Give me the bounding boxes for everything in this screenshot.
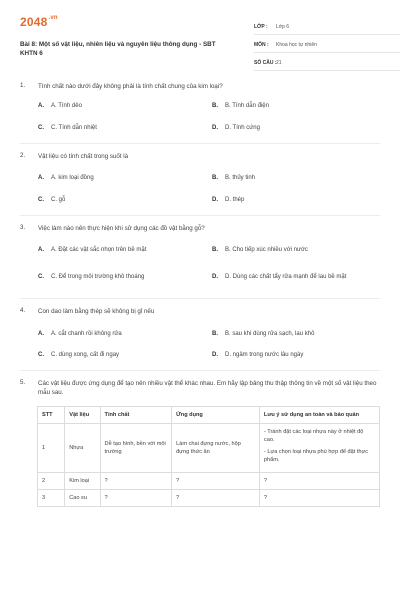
divider [20,215,380,216]
cell-safety: ? [259,490,379,507]
header-stt: STT [38,407,65,424]
question-1-text: Tính chất nào dưới đây không phải là tính chất chung của kim loại? [38,83,223,90]
divider [20,298,380,299]
header-safety: Lưu ý sử dụng an toàn và bảo quản [259,407,379,424]
grade-value: Lớp 6 [276,24,290,30]
count-value: 21 [276,60,282,66]
safety-note: - Lựa chọn loại nhựa phù hợp để đặt thực phẩm. [263,449,369,463]
lesson-title: Bài 8: Một số vật liệu, nhiên liệu và nguyên liệu thông dụng - SBT KHTN 6 [20,41,216,57]
header-property: Tính chất [100,407,172,424]
safety-note: - Tránh đặt các loại nhựa này ở nhiệt độ cao. [263,429,364,443]
question-3-text: Việc làm nào nên thực hiện khi sử dụng các đồ vật bằng gỗ? [38,225,205,232]
page: $2048^{.vn}$ Bài 8: Một số vật liệu, nhiên liệu và nguyên liệu thông dụng - SBT KHTN 6 LỚP : Lớp 6 MÔN : Khoa học tự nhiên SỐ CÂU : 21 1. Tính chất nào dưới đây không phải là tính chất chung của kim loại? A. A. Tính dẻo B. B. Tính dẫn điện C. C. Tính dẫn nhiệt D. D. Tính cứng 2. Vật liệu có tính chất trong suốt là A. A. kim loại đồng B. B. thủy tinh C. C. gỗ D. D. thép 3. Việc làm nào nên thực hiện khi sử dụng các đồ vật bằng gỗ? A. A. Đặt các vật sắc nhọn trên bề mặt B. B. Cho tiếp xúc nhiều với nước C. C. Để trong môi trường khô thoáng D. D. Dùng các chất tẩy rửa mạnh để lau bề mặt 4. Con dao làm bằng thép sẽ không bị gỉ nếu A. A. cắt chanh rồi không rửa B. B. sau khi dùng rửa sạch, lau khô C. C. dùng xong, cất đi ngay D. D. ngâm trong nước lâu ngày 5. Các vật liệu được ứng dụng để tạo nên nhiều vật thể khác nhau. Em hãy lập bảng thu thập thông tin về một số vật liệu theo mẫu sau. STT Vật liệu Tính chất Ứng dụng Lưu ý sử dụng an toàn và bảo quản 1 Nhựa Dễ tạo hình, bền với môi trường Làm chai đựng nước, hộp đựng thức ăn - Tránh đặt các loại nhựa này ở nhiệt độ cao. - Lựa chọn loại nhựa phù hợp để đặt thực phẩm. 2 Kim loại ? ? ? 3 Cao su ? ? ? [0,0,400,600]
header-use: Ứng dụng [172,407,260,424]
cell-stt: 1 [38,424,65,473]
cell-property: Dễ tạo hình, bền với môi trường [100,424,172,473]
question-3-number: 3. [20,224,26,231]
header [20,12,380,72]
meta-count: SỐ CÂU : 21 [254,56,400,71]
question-5-number: 5. [20,379,26,386]
question-2-number: 2. [20,152,26,159]
question-1-number: 1. [20,82,26,89]
cell-material: Nhựa [65,424,100,473]
header-material: Vật liệu [65,407,100,424]
meta-grade: LỚP : Lớp 6 [254,20,400,35]
cell-property: ? [100,473,172,490]
site-logo[interactable]: $2048^{.vn}$ [20,15,58,29]
subject-value: Khoa học tự nhiên [276,42,317,48]
divider [20,143,380,144]
cell-material: Cao su [65,490,100,507]
question-2-text: Vật liệu có tính chất trong suốt là [38,153,129,160]
divider [20,370,380,371]
cell-stt: 3 [38,490,65,507]
cell-stt: 2 [38,473,65,490]
cell-safety: ? [259,473,379,490]
cell-use: ? [172,473,260,490]
cell-material: Kim loại [65,473,100,490]
material-table [37,406,380,507]
question-5-text: Các vật liệu được ứng dụng để tạo nên nhiều vật thể khác nhau. Em hãy lập bảng thu thập thông tin về một số vật liệu theo mẫu sau. [38,380,377,396]
cell-safety [259,424,379,473]
table-row [38,473,380,490]
table-header-row [38,407,380,424]
cell-use: Làm chai đựng nước, hộp đựng thức ăn [172,424,260,473]
lesson-meta [254,20,400,74]
cell-use: ? [172,490,260,507]
table-row [38,490,380,507]
table-row [38,424,380,473]
question-4-text: Con dao làm bằng thép sẽ không bị gỉ nếu [38,308,155,315]
meta-subject: MÔN : Khoa học tự nhiên [254,38,400,53]
cell-property: ? [100,490,172,507]
question-4-number: 4. [20,307,26,314]
